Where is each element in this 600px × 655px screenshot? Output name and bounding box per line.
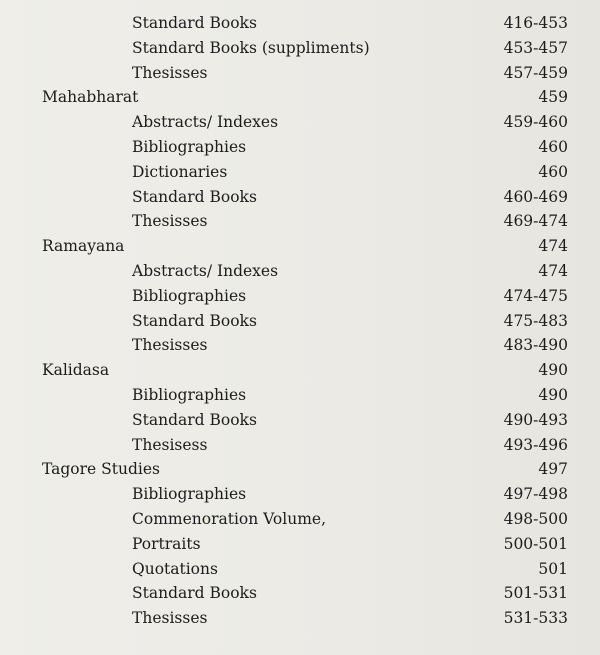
toc-entry-title: Thesisess bbox=[132, 435, 208, 454]
toc-entry bbox=[0, 135, 600, 160]
table-of-contents bbox=[0, 11, 600, 631]
toc-entry-title: Dictionaries bbox=[132, 162, 228, 181]
toc-section-heading bbox=[0, 85, 600, 110]
toc-page-range: 501-531 bbox=[503, 584, 568, 603]
toc-entry-title: Thesisses bbox=[132, 212, 208, 231]
toc-entry-title: Commenoration Volume, bbox=[132, 509, 326, 528]
toc-entry-title: Abstracts/ Indexes bbox=[132, 113, 279, 132]
toc-page-range: 490 bbox=[538, 361, 568, 380]
toc-page-range: 498-500 bbox=[503, 509, 568, 528]
toc-page-range: 460 bbox=[538, 162, 568, 181]
toc-page-range: 460-469 bbox=[503, 187, 568, 206]
toc-page-range: 459-460 bbox=[503, 113, 568, 132]
toc-page-range: 483-490 bbox=[503, 336, 568, 355]
toc-entry-title: Standard Books (suppliments) bbox=[132, 38, 370, 57]
toc-entry bbox=[0, 36, 600, 61]
toc-page-range: 469-474 bbox=[503, 212, 568, 231]
toc-entry bbox=[0, 160, 600, 185]
toc-page-range: 457-459 bbox=[503, 63, 568, 82]
toc-entry-title: Standard Books bbox=[132, 14, 257, 32]
toc-entry-title: Bibliographies bbox=[132, 286, 247, 305]
toc-page-range: 497 bbox=[538, 460, 568, 479]
toc-page-range: 497-498 bbox=[503, 485, 568, 504]
toc-page-range: 453-457 bbox=[503, 38, 568, 57]
toc-entry-title: Thesisses bbox=[132, 336, 208, 355]
toc-entry bbox=[0, 333, 600, 358]
toc-page-range: 474 bbox=[538, 261, 568, 280]
toc-entry bbox=[0, 433, 600, 458]
toc-entry bbox=[0, 507, 600, 532]
toc-entry bbox=[0, 284, 600, 309]
toc-entry-title: Portraits bbox=[132, 534, 201, 553]
toc-entry bbox=[0, 185, 600, 210]
toc-page-range: 460 bbox=[538, 137, 568, 156]
toc-entry-title: Bibliographies bbox=[132, 137, 247, 156]
toc-entry bbox=[0, 408, 600, 433]
toc-entry bbox=[0, 259, 600, 284]
toc-entry-title: Thesisses bbox=[132, 63, 208, 82]
toc-page-range: 490-493 bbox=[503, 410, 568, 429]
toc-page-range: 531-533 bbox=[503, 609, 568, 628]
toc-entry bbox=[0, 383, 600, 408]
toc-page-range: 490 bbox=[538, 385, 568, 404]
toc-entry bbox=[0, 581, 600, 606]
toc-entry-title: Standard Books bbox=[132, 311, 257, 330]
toc-entry-title: Standard Books bbox=[132, 584, 257, 603]
toc-entry bbox=[0, 532, 600, 557]
toc-entry bbox=[0, 309, 600, 334]
toc-page-range: 474 bbox=[538, 237, 568, 256]
toc-entry bbox=[0, 11, 600, 36]
toc-page-range: 501 bbox=[538, 559, 568, 578]
toc-entry bbox=[0, 209, 600, 234]
toc-section-heading bbox=[0, 234, 600, 259]
toc-entry bbox=[0, 482, 600, 507]
toc-entry bbox=[0, 61, 600, 86]
toc-entry bbox=[0, 110, 600, 135]
toc-entry-title: Abstracts/ Indexes bbox=[132, 261, 279, 280]
toc-page-range: 500-501 bbox=[503, 534, 568, 553]
toc-entry-title: Thesisses bbox=[132, 609, 208, 628]
toc-entry-title: Kalidasa bbox=[42, 361, 110, 380]
toc-entry-title: Mahabharat bbox=[42, 88, 139, 107]
toc-entry-title: Quotations bbox=[132, 559, 218, 578]
toc-entry-title: Bibliographies bbox=[132, 485, 247, 504]
toc-entry bbox=[0, 606, 600, 631]
toc-entry bbox=[0, 557, 600, 582]
toc-page-range: 474-475 bbox=[503, 286, 568, 305]
toc-entry-title: Tagore Studies bbox=[42, 460, 160, 479]
toc-entry-title: Bibliographies bbox=[132, 385, 247, 404]
toc-page-range: 416-453 bbox=[503, 14, 568, 32]
toc-entry-title: Standard Books bbox=[132, 187, 257, 206]
toc-page-range: 459 bbox=[538, 88, 568, 107]
toc-page-range: 493-496 bbox=[503, 435, 568, 454]
toc-section-heading bbox=[0, 457, 600, 482]
toc-page-range: 475-483 bbox=[503, 311, 568, 330]
toc-entry-title: Ramayana bbox=[42, 237, 125, 256]
toc-entry-title: Standard Books bbox=[132, 410, 257, 429]
toc-section-heading bbox=[0, 358, 600, 383]
